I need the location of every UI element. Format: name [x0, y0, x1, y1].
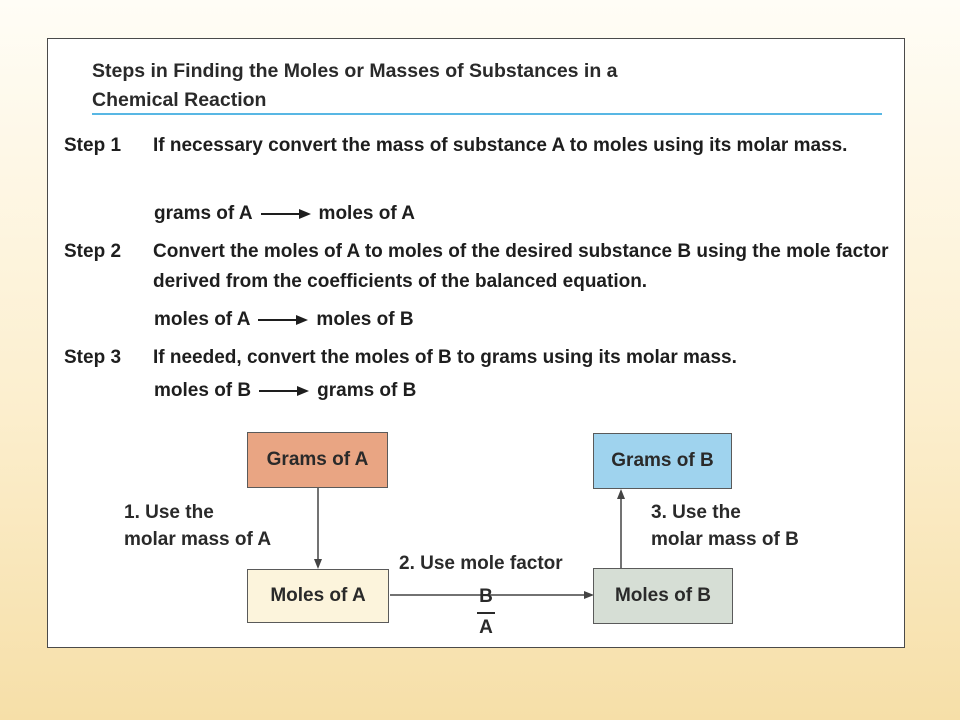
step-2-to: moles of B [316, 309, 414, 330]
note-3-line1: 3. Use the [651, 502, 741, 523]
box-moles-of-a: Moles of A [247, 569, 389, 623]
step-1-to: moles of A [318, 203, 415, 224]
step-3-text: If needed, convert the moles of B to grams using its molar mass. [153, 347, 737, 368]
note-use-molar-mass-b [651, 499, 799, 553]
note-use-mole-factor: 2. Use mole factor [399, 553, 563, 574]
step-1-text: If necessary convert the mass of substance A to moles using its molar mass. [153, 135, 848, 156]
step-3-label: Step 3 [64, 347, 122, 368]
step-3-to: grams of B [317, 380, 417, 401]
box-grams-of-b: Grams of B [593, 433, 732, 489]
note-1-line2: molar mass of A [124, 529, 272, 550]
arrow-up-icon [617, 489, 625, 499]
step-3-from: moles of B [154, 380, 252, 401]
box-moles-of-b: Moles of B [593, 568, 733, 624]
step-2-from: moles of A [154, 309, 251, 330]
step-1-from: grams of A [154, 203, 253, 224]
note-3-line2: molar mass of B [651, 529, 799, 550]
slide-panel [47, 38, 905, 648]
box-grams-of-a: Grams of A [247, 432, 388, 488]
note-1-line1: 1. Use the [124, 502, 214, 523]
fraction-numerator: B [479, 586, 493, 607]
note-use-molar-mass-a [124, 499, 271, 553]
step-2-label: Step 2 [64, 241, 122, 262]
step-2-text: Convert the moles of A to moles of the desired substance B using the mole factor derived from the coefficients of the balanced equation. [153, 241, 889, 292]
slide-title-line2: Chemical Reaction [92, 89, 267, 111]
fraction-denominator: A [479, 617, 493, 638]
arrow-down-icon [314, 559, 322, 569]
slide-title-line1: Steps in Finding the Moles or Masses of Substances in a [92, 60, 618, 82]
step-1-label: Step 1 [64, 135, 122, 156]
